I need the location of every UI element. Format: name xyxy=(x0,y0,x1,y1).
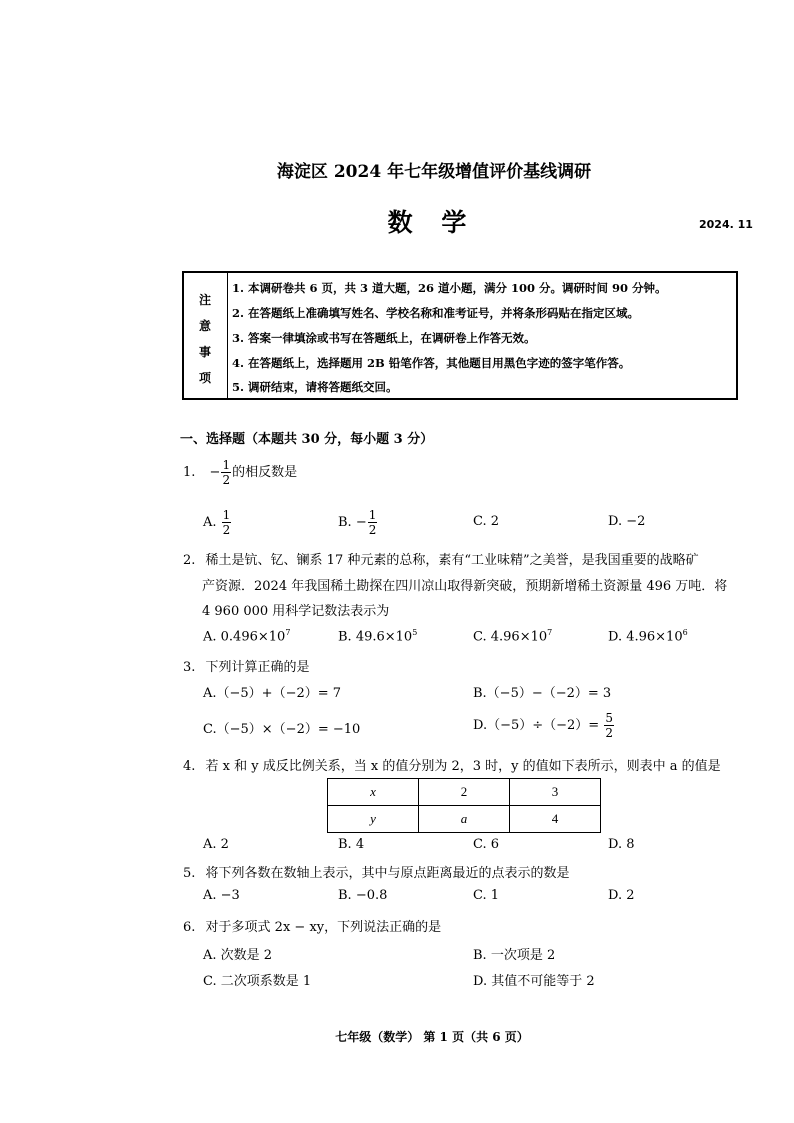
option-c: C.（−5）×（−2）= −10 xyxy=(203,722,361,737)
question-text-line: 4 960 000 用科学记数法表示为 xyxy=(202,604,390,619)
option-a: A. $0.496\times 10^7$ xyxy=(203,628,291,645)
notice-box xyxy=(182,271,738,400)
exam-title: 海淀区 2024 年七年级增值评价基线调研 xyxy=(276,162,592,182)
notice-item: 4. 在答题纸上，选择题用 2B 铅笔作答，其他题目用黑色字迹的签字笔作答。 xyxy=(232,356,631,370)
question-text: 将下列各数在数轴上表示，其中与原点距离最近的点表示的数是 xyxy=(205,866,570,881)
notice-item: 2. 在答题纸上准确填写姓名、学校名称和准考证号，并将条形码贴在指定区域。 xyxy=(232,306,640,320)
option-d: D. $4.96\times 10^6$ xyxy=(608,628,688,645)
question-text: 若 x 和 y 成反比例关系，当 x 的值分别为 2，3 时，y 的值如下表所示，则表中 a 的值是 xyxy=(205,759,721,774)
table-cell: 4 xyxy=(510,806,601,833)
question-5 xyxy=(183,862,570,881)
option-c: C. $4.96\times 10^7$ xyxy=(473,628,553,645)
question-number: 6. xyxy=(183,920,196,935)
question-number: 4. xyxy=(183,759,196,774)
question-number: 3. xyxy=(183,660,196,675)
notice-head-char: 事 xyxy=(198,345,211,359)
notice-item: 1. 本调研卷共 6 页，共 3 道大题，26 道小题，满分 100 分。调研时间 90 分钟。 xyxy=(232,281,667,295)
option-c: C. 二次项系数是 1 xyxy=(203,974,312,989)
question-text-line: 产资源．2024 年我国稀土勘探在四川凉山取得新突破，预期新增稀土资源量 496 万吨．将 xyxy=(202,579,728,594)
question-text: 的相反数是 xyxy=(232,465,298,480)
option-b: B. 4 xyxy=(338,837,365,852)
option-b: B. − $\frac{1}{2}$ xyxy=(338,508,377,537)
option-d: D. 8 xyxy=(608,837,635,852)
question-text: 对于多项式 2x − xy，下列说法正确的是 xyxy=(205,920,442,935)
option-b: B.（−5）−（−2）= 3 xyxy=(473,686,612,701)
option-a: A. 次数是 2 xyxy=(203,948,273,963)
option-a: A. −3 xyxy=(203,888,240,903)
table-row xyxy=(328,806,601,833)
fraction: $\frac{1}{2}$ xyxy=(222,458,231,487)
exam-date: 2024. 11 xyxy=(699,218,753,231)
question-number: 5. xyxy=(183,866,196,881)
option-b: B. −0.8 xyxy=(338,888,388,903)
question-2 xyxy=(183,549,699,568)
question-text: 稀土是钪、钇、镧系 17 种元素的总称，素有“工业味精”之美誉，是我国重要的战略矿 xyxy=(205,553,699,568)
question-6 xyxy=(183,916,441,935)
notice-heading xyxy=(184,273,228,398)
notice-item: 5. 调研结束，请将答题纸交回。 xyxy=(232,380,398,394)
notice-head-char: 项 xyxy=(198,371,211,385)
xy-table xyxy=(327,778,601,833)
section-heading: 一、选择题（本题共 30 分，每小题 3 分） xyxy=(180,432,434,447)
option-a: A. $\frac{1}{2}$ xyxy=(203,508,231,537)
question-3 xyxy=(183,656,310,675)
table-row xyxy=(328,779,601,806)
question-number: 1. xyxy=(183,465,196,480)
option-a: A.（−5）+（−2）= 7 xyxy=(203,686,342,701)
table-cell: a xyxy=(419,806,510,833)
notice-head-char: 注 xyxy=(198,293,211,307)
option-b: B. $49.6\times 10^5$ xyxy=(338,628,418,645)
option-d: D. 2 xyxy=(608,888,635,903)
table-cell: 3 xyxy=(510,779,601,806)
option-d: D. −2 xyxy=(608,514,646,529)
page-footer: 七年级（数学） 第 1 页（共 6 页） xyxy=(335,1030,529,1044)
option-c: C. 1 xyxy=(473,888,500,903)
option-b: B. 一次项是 2 xyxy=(473,948,556,963)
subject-title: 数 学 xyxy=(387,208,477,237)
notice-item: 3. 答案一律填涂或书写在答题纸上，在调研卷上作答无效。 xyxy=(232,331,536,345)
question-number: 2. xyxy=(183,553,196,568)
neg-sign: − xyxy=(209,465,221,480)
question-1 xyxy=(183,458,297,487)
option-c: C. 2 xyxy=(473,514,500,529)
question-4 xyxy=(183,755,721,774)
table-cell: y xyxy=(328,806,419,833)
table-cell: x xyxy=(328,779,419,806)
option-c: C. 6 xyxy=(473,837,500,852)
option-d: D. 其值不可能等于 2 xyxy=(473,974,595,989)
question-text: 下列计算正确的是 xyxy=(205,660,310,675)
option-d: D.（−5）÷（−2）= $\frac{5}{2}$ xyxy=(473,711,613,740)
notice-head-char: 意 xyxy=(198,319,211,333)
table-cell: 2 xyxy=(419,779,510,806)
option-a: A. 2 xyxy=(203,837,229,852)
